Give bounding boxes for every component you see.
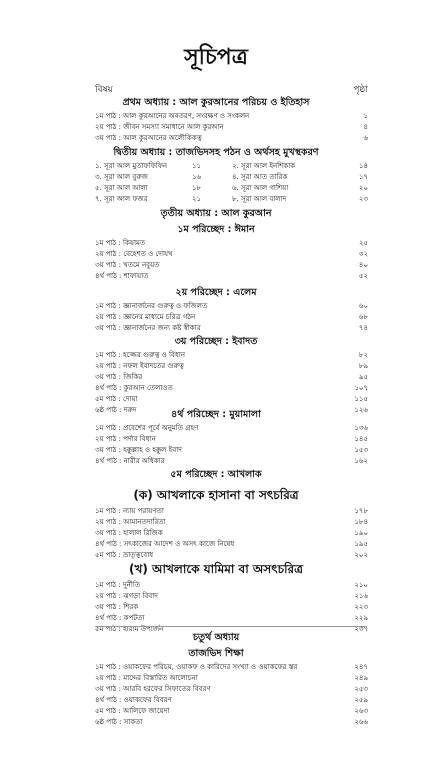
toc-title: ২য় পাঠ : পর্দার বিধান — [95, 435, 156, 443]
toc-row[interactable] — [0, 717, 432, 728]
part-2 — [0, 285, 432, 334]
toc-page: ২১৬ — [354, 592, 368, 600]
toc-row[interactable] — [0, 372, 432, 383]
chapter-heading: চতুর্থ অধ্যায় — [192, 632, 240, 643]
toc-row[interactable] — [0, 662, 432, 673]
toc-row[interactable] — [0, 361, 432, 372]
surah-page: ২৩ — [358, 195, 368, 203]
toc-title: ৫ম পাঠ : হারাম উপার্জন — [95, 625, 164, 633]
toc-title: ২য় পাঠ : আমানতদারিতা — [95, 518, 166, 526]
toc-title: ২য় পাঠ : জীবন সমস্যা সমাধানে আল কুরআন — [95, 123, 224, 131]
toc-page: ১১৫ — [354, 395, 368, 403]
surah-page: ১৮ — [192, 184, 202, 192]
toc-title: ৬ষ্ঠ পাঠ : দরুদ — [95, 406, 137, 414]
toc-page: ৮২ — [358, 351, 368, 359]
section-heading: (ক) আখলাকে হাসানা বা সৎচরিত্র — [133, 488, 299, 502]
toc-title: ৪র্থ পাঠ : ওয়াকফের বিবরণ — [95, 696, 172, 704]
chapter-heading: প্রথম অধ্যায় : আল কুরআনের পরিচয় ও ইতিহাস — [122, 97, 310, 108]
toc-row[interactable] — [0, 539, 432, 550]
toc-page: ৯৫ — [358, 373, 368, 381]
toc-title: ২য় পাঠ : মাদ্দের বিস্তারিত আলোচনা — [95, 674, 198, 682]
chapter-heading: তৃতীয় অধ্যায় : আল কুরআন — [160, 208, 272, 219]
toc-row[interactable] — [0, 673, 432, 684]
surah-name: ৮. সূরা আল বালাদ — [232, 195, 287, 203]
toc-row[interactable] — [0, 445, 432, 456]
surah-page: ১৪ — [358, 162, 368, 170]
toc-title: ৪র্থ পাঠ : নারীর অধিকার — [95, 457, 165, 465]
surah-page: ১১ — [192, 162, 202, 170]
toc-title: ৬ষ্ঠ পাঠ : সাকতা — [95, 718, 143, 726]
toc-page: ৪ — [363, 123, 368, 131]
chapter-2 — [0, 145, 432, 205]
surah-name: ৪. সূরা আত তারিক — [232, 173, 288, 181]
part-heading: ২য় পরিচ্ছেদ : এলেম — [175, 287, 257, 298]
surah-name: ৬. সূরা আল গাশিয়া — [232, 184, 289, 192]
toc-title: ১ম পাঠ : আল কুরআনের অবতরণ, সংরক্ষণ ও সংকলন — [95, 112, 250, 120]
toc-title: ১ম পাঠ : হজ্জের গুরুত্ব ও বিধান — [95, 351, 186, 359]
toc-title: ১ম পাঠ : প্রবেশের পূর্বে অনুমতি গ্রহণ — [95, 424, 199, 432]
toc-row[interactable] — [0, 423, 432, 434]
toc-page: ১২৬ — [354, 406, 368, 414]
toc-row[interactable] — [0, 383, 432, 394]
toc-row[interactable] — [0, 434, 432, 445]
part-heading: ৩য় পরিচ্ছেদ : ইবাদত — [174, 336, 258, 347]
surah-page: ২০ — [358, 184, 368, 192]
chapter-1 — [0, 95, 432, 144]
surah-name: ৩. সূরা আল বুরুজ — [95, 173, 148, 181]
toc-row[interactable] — [0, 706, 432, 717]
part-heading: ১ম পরিচ্ছেদ : ঈমান — [177, 224, 255, 235]
surah-page: ১৭ — [358, 173, 368, 181]
toc-row[interactable] — [0, 133, 432, 144]
toc-title: ৩য় পাঠ : হালাল রিজিক — [95, 529, 163, 537]
toc-row[interactable] — [0, 613, 432, 624]
toc-row[interactable] — [0, 260, 432, 271]
toc-title: ১ম পাঠ : ন্যায় পরায়ণতা — [95, 507, 164, 515]
toc-row[interactable] — [0, 249, 432, 260]
surah-name: ২. সূরা আল ইনশিকাক — [232, 162, 296, 170]
toc-title: ২য় পাঠ : নফল ইবাদতের গুরুত্ব — [95, 362, 184, 370]
toc-title: ৩য় পাঠ : হক্কুল্লাহ ও হক্কুল ইবাদ — [95, 446, 182, 454]
toc-title: ২য় পাঠ : জ্ঞানের মাধ্যমে চরিত্র গঠন — [95, 313, 196, 321]
subject-header: বিষয় — [95, 85, 113, 95]
toc-title: ১ম পাঠ : দুর্নীতি — [95, 581, 141, 589]
toc-title: ২য় পাঠ : ঝগড়া বিবাদ — [95, 592, 158, 600]
toc-page: ২৬৬ — [354, 718, 368, 726]
toc-page: ২৪৭ — [354, 663, 368, 671]
toc-page: ১৬২ — [354, 457, 368, 465]
toc-page: ১৯০ — [354, 529, 368, 537]
toc-title: ৩য় পাঠ : শিরক — [95, 603, 139, 611]
surah-row[interactable] — [0, 194, 432, 205]
surah-page: ২১ — [192, 195, 202, 203]
toc-page: ১ — [363, 112, 368, 120]
divider — [95, 626, 367, 627]
toc-page: ১৫৩ — [354, 446, 368, 454]
toc-row[interactable] — [0, 271, 432, 282]
toc-title: ১ম পাঠ : কিয়ামত — [95, 239, 146, 247]
toc-page: ৭৪ — [358, 324, 368, 332]
toc-title: ১ম পাঠ : ওয়াকফের পরিচয়, ওয়াকফ ও কারিদের সংখ্যা ও ওয়াকফের স্তর — [95, 663, 298, 671]
chapter-subheading: তাজভিদ শিক্ষা — [188, 648, 244, 659]
section-ka — [0, 484, 432, 561]
page-title: সূচিপত্র — [184, 45, 248, 70]
section-kha — [0, 558, 432, 635]
surah-page: ১৬ — [192, 173, 202, 181]
toc-page: ২৪৯ — [354, 674, 368, 682]
toc-page: ২৫৩ — [354, 685, 368, 693]
toc-page: ৫২ — [358, 272, 368, 280]
toc-page: ২৫ — [358, 239, 368, 247]
toc-row[interactable] — [0, 506, 432, 517]
toc-title: ৩য় পাঠ : আল কুরআনের অলৌকিকত্ব — [95, 134, 202, 142]
toc-page: ২৩৭ — [354, 625, 368, 633]
toc-row[interactable] — [0, 301, 432, 312]
surah-row[interactable] — [0, 161, 432, 172]
surah-name: ৫. সূরা আল আলা — [95, 184, 148, 192]
toc-page: ২১০ — [354, 581, 368, 589]
toc-page: ২২৯ — [354, 614, 368, 622]
toc-row[interactable] — [0, 591, 432, 602]
toc-page: ১৭৮ — [354, 507, 368, 515]
toc-row[interactable] — [0, 602, 432, 613]
toc-row[interactable] — [0, 517, 432, 528]
part-3 — [0, 334, 432, 416]
toc-title: ২য় পাঠ : বেহেশত ও দোযখ — [95, 250, 173, 258]
toc-row[interactable] — [0, 312, 432, 323]
toc-row[interactable] — [0, 122, 432, 133]
toc-row[interactable] — [0, 350, 432, 361]
toc-row[interactable] — [0, 684, 432, 695]
toc-title: ৪র্থ পাঠ : শাফায়াত — [95, 272, 149, 280]
toc-page: ৩২ — [358, 250, 368, 258]
surah-row[interactable] — [0, 183, 432, 194]
toc-page: ২৫৯ — [354, 696, 368, 704]
toc-row[interactable] — [0, 238, 432, 249]
toc-page: ৬ — [363, 134, 368, 142]
toc-page: ২২৩ — [354, 603, 368, 611]
toc-row[interactable] — [0, 528, 432, 539]
chapter-3 — [0, 206, 432, 282]
toc-title: ৫ম পাঠ : আলিফে জায়েদা — [95, 707, 170, 715]
toc-page: ৪০ — [358, 261, 368, 269]
toc-page: ১০৭ — [354, 384, 368, 392]
toc-title: ১ম পাঠ : জ্ঞানার্জনের গুরুত্ব ও ফজিলত — [95, 302, 208, 310]
part-heading: ৪র্থ পরিচ্ছেদ : মুয়ামালা — [171, 409, 261, 420]
toc-page: ৬৮ — [358, 313, 368, 321]
toc-page: ২৬৩ — [354, 707, 368, 715]
toc-page: ১৩৬ — [354, 424, 368, 432]
toc-row[interactable] — [0, 580, 432, 591]
toc-row[interactable] — [0, 695, 432, 706]
toc-row[interactable] — [0, 394, 432, 405]
toc-row[interactable] — [0, 456, 432, 467]
chapter-heading: দ্বিতীয় অধ্যায় : তাজভিদসহ পঠন ও অর্থসহ মুখস্থকরণ — [113, 147, 319, 158]
toc-page: ৮৯ — [358, 362, 368, 370]
toc-title: ৩য় পাঠ : জিকির — [95, 373, 143, 381]
part-heading: ৫ম পরিচ্ছেদ : আখলাক — [170, 469, 262, 480]
toc-title: ৪র্থ পাঠ : কপটতা — [95, 614, 145, 622]
toc-title: ৩য় পাঠ : জ্ঞানার্জনের জন্য কষ্ট স্বীকার — [95, 324, 201, 332]
toc-title: ৪র্থ পাঠ : সৎকাজের আদেশ ও অসৎ কাজে নিষেধ — [95, 540, 235, 548]
toc-row[interactable] — [0, 111, 432, 122]
toc-page: ২০২ — [354, 551, 368, 559]
toc-page: ১৯৫ — [354, 540, 368, 548]
toc-page: ৬০ — [358, 302, 368, 310]
surah-row[interactable] — [0, 172, 432, 183]
surah-name: ৭. সূরা আল ফজর — [95, 195, 148, 203]
toc-title: ৩য় পাঠ : আরবি হরফের সিফাতের বিবরণ — [95, 685, 211, 693]
toc-row[interactable] — [0, 323, 432, 334]
toc-title: ৫ম পাঠ : দোয়া — [95, 395, 138, 403]
chapter-4 — [0, 630, 432, 728]
page-header: পৃষ্ঠা — [353, 85, 368, 95]
toc-page: ১৮৪ — [354, 518, 368, 526]
toc-title: ৫ম পাঠ : ভ্রাতৃত্ববোধ — [95, 551, 154, 559]
part-5 — [0, 467, 432, 483]
toc-page: ১৪৫ — [354, 435, 368, 443]
toc-title: ৪র্থ পাঠ : কুরআন তেলাওত — [95, 384, 173, 392]
section-heading: (খ) আখলাকে যামিমা বা অসৎচরিত্র — [129, 562, 303, 576]
part-4 — [0, 407, 432, 467]
toc-title: ৩য় পাঠ : খতমে নবুয়ত — [95, 261, 160, 269]
surah-name: ১. সূরা আল মুতাফফিফিন — [95, 162, 168, 170]
